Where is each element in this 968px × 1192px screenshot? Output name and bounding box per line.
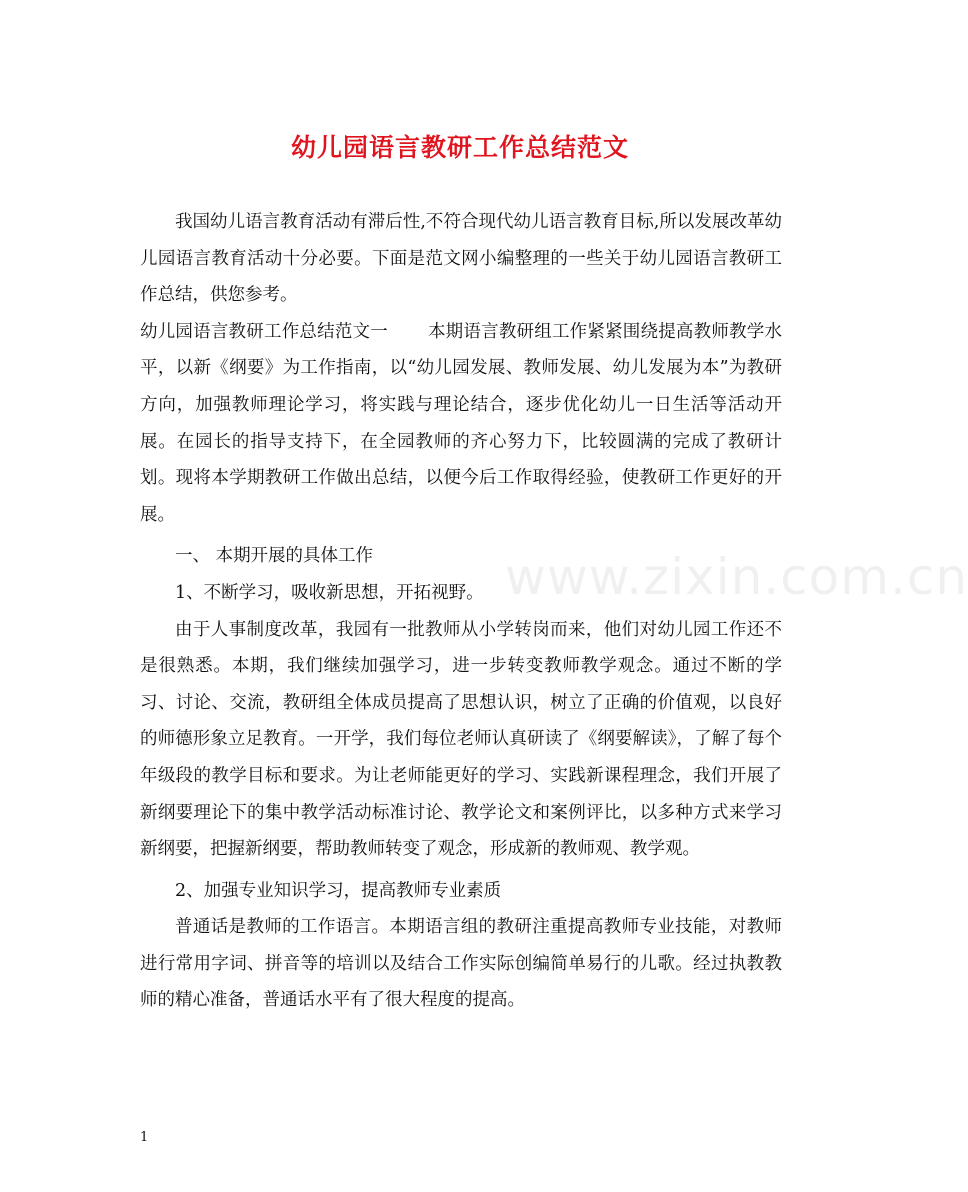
document-body [140, 204, 782, 1019]
heading-professional-knowledge: 2、加强专业知识学习，提高教师专业素质 [175, 880, 502, 901]
document-title: 幼儿园语言教研工作总结范文 [290, 133, 629, 162]
inline-heading: 幼儿园语言教研工作总结范文一 [140, 321, 388, 342]
paragraph-learning: 由于人事制度改革，我园有一批教师从小学转岗而来，他们对幼儿园工作还不是很熟悉。本期，我们继续加强学习，进一步转变教师教学观念。通过不断的学习、讨论、交流，教研组全体成员提高了思想认识，树立了正确的价值观，以良好的师德形象立足教育。一开学，我们每位老师认真研读了《纲要解读》，了解了每个年级段的教学目标和要求。为让老师能更好的学习、实践新课程理念，我们开展了新纲要理论下的集中教学活动标准讨论、教学论文和案例评比，以多种方式来学习新纲要，把握新纲要，帮助教师转变了观念，形成新的教师观、教学观。 [140, 619, 782, 860]
paragraph-mandarin: 普通话是教师的工作语言。本期语言组的教研注重提高教师专业技能，对教师进行常用字词、拼音等的培训以及结合工作实际创编简单易行的儿歌。经过执教教师的精心准备，普通话水平有了很大程度的提高。 [140, 917, 782, 1011]
page-number: 1 [140, 1130, 149, 1145]
watermark-text: www.zixin.com.cn [505, 548, 968, 606]
heading-continuous-learning: 1、不断学习，吸收新思想，开拓视野。 [175, 582, 484, 603]
section-paragraph-one [140, 314, 782, 534]
intro-paragraph: 我国幼儿语言教育活动有滞后性,不符合现代幼儿语言教育目标,所以发展改革幼儿园语言教育活动十分必要。下面是范文网小编整理的一些关于幼儿园语言教研工作总结，供您参考。 [140, 212, 782, 306]
summary-paragraph: 本期语言教研组工作紧紧围绕提高教师教学水平，以新《纲要》为工作指南，以“幼儿园发展、教师发展、幼儿发展为本”为教研方向，加强教师理论学习，将实践与理论结合，逐步优化幼儿一日生活等活动开展。在园长的指导支持下，在全园教师的齐心努力下，比较圆满的完成了教研计划。现将本学期教研工作做出总结，以便今后工作取得经验，使教研工作更好的开展。 [140, 321, 782, 525]
heading-specific-work: 一、 本期开展的具体工作 [175, 546, 374, 567]
